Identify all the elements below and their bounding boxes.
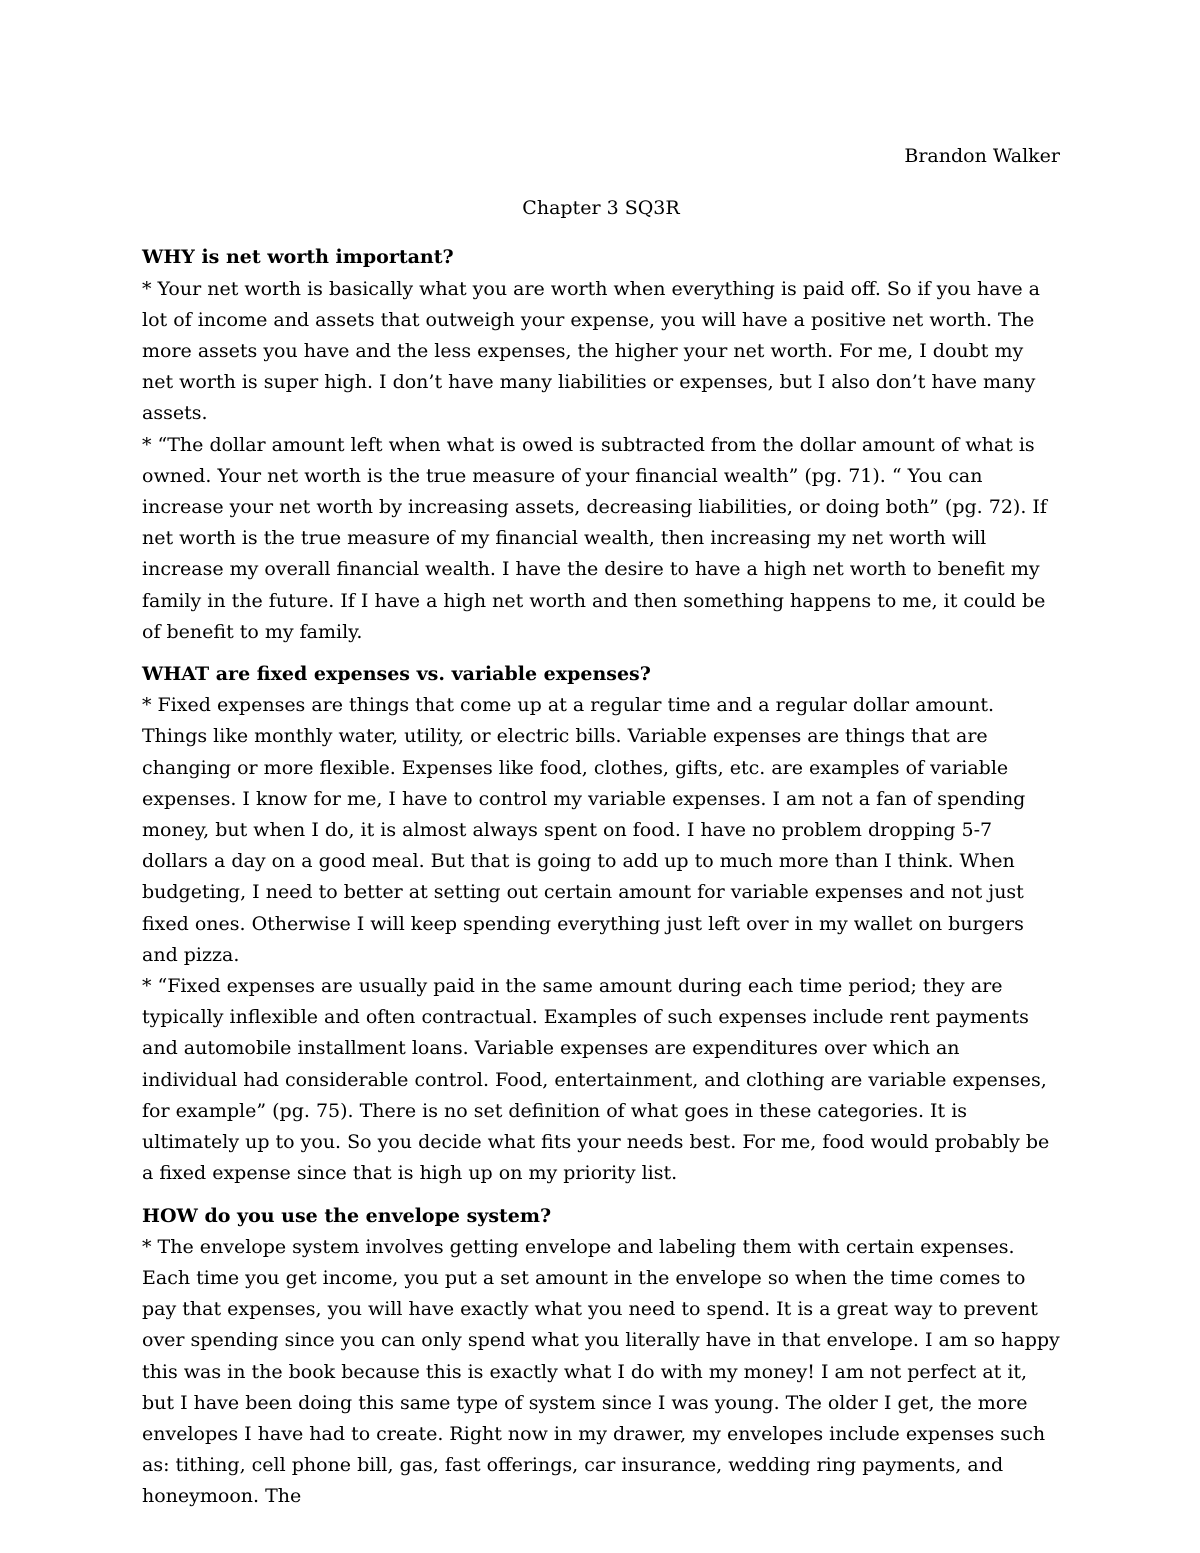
section-heading: WHAT are fixed expenses vs. variable expenses? (142, 663, 651, 686)
author-name: Brandon Walker (904, 145, 1060, 167)
document-body (142, 141, 1060, 1524)
section-fixed-vs-variable (142, 659, 1060, 1189)
paragraph: * The envelope system involves getting envelope and labeling them with certain expenses. Each time you get income, you put a set amount in the envelope so when the time comes to pay that expenses, you will have exactly what you need to spend. It is a great way to prevent over spending since you can only spend what you literally have in that envelope. I am so happy this was in the book because this is exactly what I do with my money! I am not perfect at it, but I have been doing this same type of system since I was young. The older I get, the more envelopes I have had to create. Right now in my drawer, my envelopes include expenses such as: tithing, cell phone bill, gas, fast offerings, car insurance, wedding ring payments, and honeymoon. The (142, 1235, 1060, 1508)
paragraph: * “The dollar amount left when what is owed is subtracted from the dollar amount of what is owned. Your net worth is the true measure of your financial wealth” (pg. 71). “ You can increase your net worth by increasing assets, decreasing liabilities, or doing both” (pg. 72). If net worth is the true measure of my financial wealth, then increasing my net worth will increase my overall financial wealth. I have the desire to have a high net worth to benefit my family in the future. If I have a high net worth and then something happens to me, it could be of benefit to my family. (142, 433, 1047, 643)
paragraph: * Fixed expenses are things that come up at a regular time and a regular dollar amount. Things like monthly water, utility, or electric bills. Variable expenses are things that are changing or more flexible. Expenses like food, clothes, gifts, etc. are examples of variable expenses. I know for me, I have to control my variable expenses. I am not a fan of spending money, but when I do, it is almost always spent on food. I have no problem dropping 5-7 dollars a day on a good meal. But that is going to add up to much more than I think. When budgeting, I need to better at setting out certain amount for variable expenses and not just fixed ones. Otherwise I will keep spending everything just left over in my wallet on burgers and pizza. (142, 694, 1026, 966)
section-net-worth (142, 242, 1060, 648)
section-heading: WHY is net worth important? (142, 246, 454, 269)
document-title: Chapter 3 SQ3R (522, 197, 680, 220)
section-envelope-system (142, 1201, 1060, 1513)
paragraph: * Your net worth is basically what you are worth when everything is paid off. So if you have a lot of income and assets that outweigh your expense, you will have a positive net worth. The more assets you have and the less expenses, the higher your net worth. For me, I doubt my net worth is super high. I don’t have many liabilities or expenses, but I also don’t have many assets. (142, 277, 1040, 425)
section-heading: HOW do you use the envelope system? (142, 1204, 552, 1227)
paragraph: * “Fixed expenses are usually paid in the same amount during each time period; they are typically inflexible and often contractual. Examples of such expenses include rent payments and automobile installment loans. Variable expenses are expenditures over which an individual had considerable control. Food, entertainment, and clothing are variable expenses, for example” (pg. 75). There is no set definition of what goes in these categories. It is ultimately up to you. So you decide what fits your needs best. For me, food would probably be a fixed expense since that is high up on my priority list. (142, 975, 1050, 1185)
